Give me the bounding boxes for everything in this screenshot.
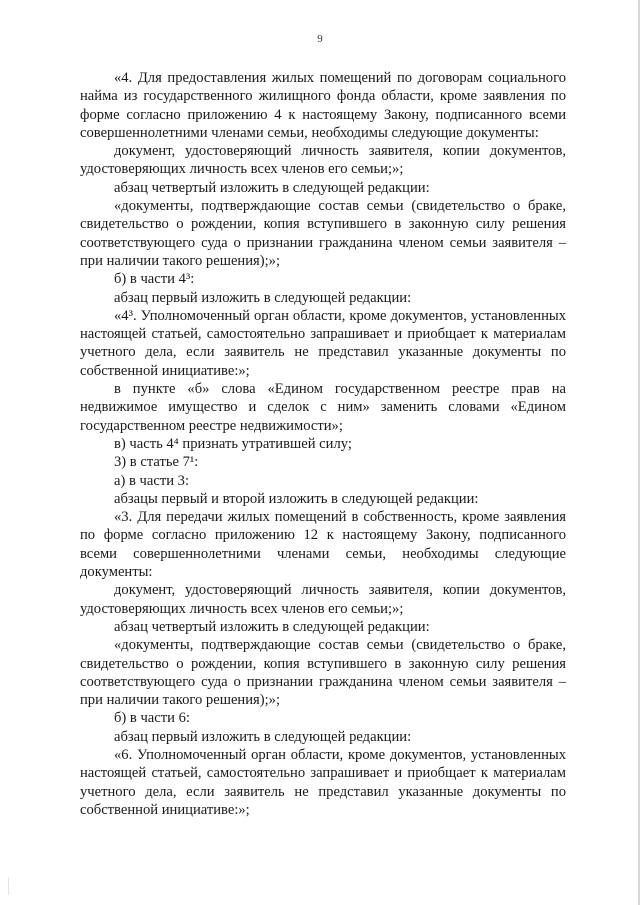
- paragraph: абзац четвертый изложить в следующей редакции:: [114, 179, 430, 196]
- paragraph: абзацы первый и второй изложить в следующей редакции:: [114, 490, 479, 507]
- paragraph: абзац первый изложить в следующей редакции:: [114, 289, 412, 306]
- paragraph: документ, удостоверяющий личность заявителя, копии документов, удостоверяющих личность всех членов его семьи;»;: [80, 582, 566, 617]
- scan-mark: [8, 877, 9, 895]
- paragraph: 3) в статье 7¹:: [114, 454, 199, 471]
- document-body: [80, 69, 566, 819]
- paragraph: б) в части 4³:: [114, 271, 195, 288]
- paragraph: в пункте «б» слова «Едином государственном реестре прав на недвижимое имущество и сделок с ним» заменить словами «Едином государственном реестре недвижимости»;: [80, 381, 566, 434]
- paragraph: «4. Для предоставления жилых помещений по договорам социального найма из государственного жилищного фонда области, кроме заявления по форме согласно приложению 4 к настоящему Закону, подписанного всеми совершеннолетними членами семьи, необходимы следующие документы:: [80, 70, 566, 141]
- paragraph: «3. Для передачи жилых помещений в собственность, кроме заявления по форме согласно приложению 12 к настоящему Закону, подписанного всеми совершеннолетними членами семьи, необходимы следующие документы:: [80, 509, 566, 581]
- paragraph: абзац четвертый изложить в следующей редакции:: [114, 618, 430, 635]
- page-number: 9: [317, 33, 323, 45]
- paragraph: «документы, подтверждающие состав семьи (свидетельство о браке, свидетельство о рождении, копия вступившего в законную силу решения соответствующего суда о признании гражданина членом семьи заявителя – при наличии такого решения);»;: [80, 637, 566, 709]
- paragraph: документ, удостоверяющий личность заявителя, копии документов, удостоверяющих личность всех членов его семьи;»;: [80, 143, 566, 178]
- paragraph: «документы, подтверждающие состав семьи (свидетельство о браке, свидетельство о рождении, копия вступившего в законную силу решения соответствующего суда о признании гражданина членом семьи заявителя – при наличии такого решения);»;: [80, 198, 566, 269]
- paragraph: а) в части 3:: [114, 472, 190, 489]
- paragraph: б) в части 6:: [114, 710, 190, 727]
- paragraph: «4³. Уполномоченный орган области, кроме документов, установленных настоящей статьей, самостоятельно запрашивает и приобщает к материалам учетного дела, если заявитель не представил указанные документы по собственной инициативе:»;: [80, 307, 566, 379]
- paragraph: в) часть 4⁴ признать утратившей силу;: [114, 435, 352, 452]
- paragraph: абзац первый изложить в следующей редакции:: [114, 728, 412, 745]
- paragraph: «6. Уполномоченный орган области, кроме документов, установленных настоящей статьей, самостоятельно запрашивает и приобщает к материалам учетного дела, если заявитель не представил указанные документы по собственной инициативе:»;: [80, 746, 566, 818]
